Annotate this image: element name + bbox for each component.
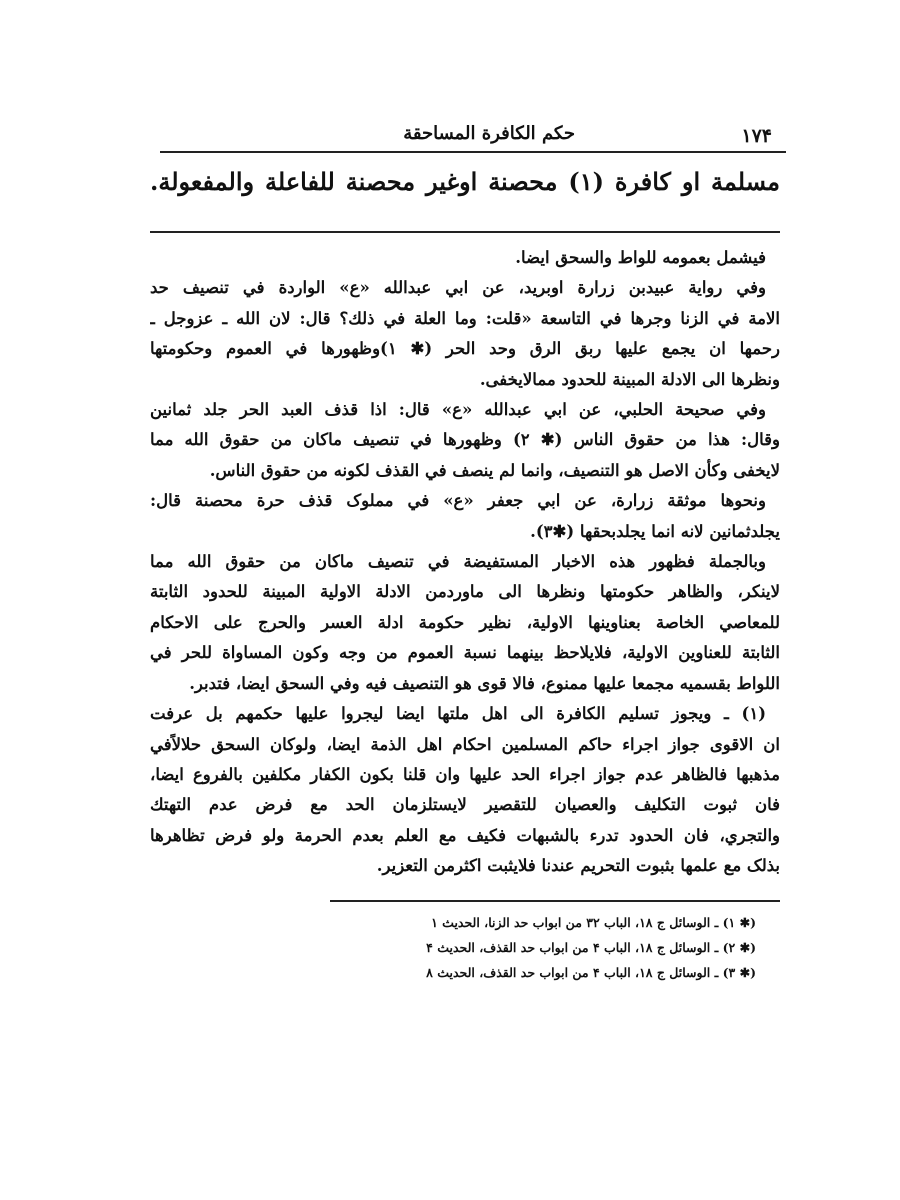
chapter-line: مسلمة او كافرة (١) محصنة اوغير محصنة للفاعلة والمفعولة. <box>150 167 780 196</box>
paragraph <box>150 273 780 395</box>
text-line: وقال: هذا من حقوق الناس (✱ ٢) وظهورها في تنصيف ماكان من حقوق الله مما <box>150 430 780 450</box>
text-line: يجلدثمانين لانه انما يجلدبحقها (✱٣). <box>530 521 780 541</box>
footnote: (✱ ١) ـ الوسائل ج ١٨، الباب ٣٢ من ابواب حد الزنا، الحديث ١ <box>431 914 756 930</box>
text-line: لاينكر، والظاهر حكومتها ونظرها الى ماوردمن الادلة الاولية المبينة للحدود الثابتة <box>150 582 780 602</box>
text-line: اللواط بقسميه مجمعا عليها ممنوع، فالا قوى هو التنصيف فيه وفي السحق ايضا، فتدبر. <box>189 673 780 693</box>
text-line: بذلک مع علمها بثبوت التحريم عندنا فلايثبت اكثرمن التعزير. <box>376 856 780 876</box>
text-line: وفي رواية عبيدبن زرارة اوبريد، عن ابي عبدالله «ع» الواردة في تنصيف حد <box>150 278 766 298</box>
paragraph <box>150 699 780 881</box>
paragraph <box>150 547 780 699</box>
text-line: فان ثبوت التكليف والعصيان للتقصير لايستلزمان الحد مع فرض عدم التهتك <box>150 795 780 815</box>
text-line: الثابتة للعناوين الاولية، فلايلاحظ بينهما نسبة العموم من وجه وكون المساواة للحر في <box>150 643 780 663</box>
text-line: مذهبها فالظاهر عدم جواز اجراء الحد عليها وان قلنا بكون الكفار مكلفين بالفروع ايضا، <box>150 764 780 784</box>
section-rule <box>150 231 780 233</box>
header-rule <box>160 151 786 153</box>
text-line: وفي صحيحة الحلبي، عن ابي عبدالله «ع» قال: اذا قذف العبد الحر جلد ثمانين <box>150 400 766 420</box>
footnote: (✱ ٣) ـ الوسائل ج ١٨، الباب ۴ من ابواب حد القذف، الحديث ٨ <box>426 964 756 980</box>
text-line: للمعاصي الخاصة بعناوينها الاولية، نظير حكومة ادلة العسر والحرج على الاحكام <box>150 612 780 632</box>
text-line: ونحوها موثقة زرارة، عن ابي جعفر «ع» في مملوک قذف حرة محصنة قال: <box>150 491 766 511</box>
text-line: وبالجملة فظهور هذه الاخبار المستفيضة في تنصيف ماكان من حقوق الله مما <box>150 552 766 572</box>
paragraph <box>150 486 780 547</box>
text-line: الامة في الزنا وجرها في التاسعة «قلت: وما العلة في ذلك؟ قال: لان الله ـ عزوجل ـ <box>150 308 780 328</box>
footnote: (✱ ٢) ـ الوسائل ج ١٨، الباب ۴ من ابواب حد القذف، الحديث ۴ <box>426 939 756 955</box>
text-line: ونظرها الى الادلة المبينة للحدود ممالايخفى. <box>479 369 780 389</box>
book-page <box>150 115 780 985</box>
running-header <box>150 115 780 151</box>
text-line: فيشمل بعمومه للواط والسحق ايضا. <box>515 248 766 267</box>
text-line: لايخفى وكأن الاصل هو التنصيف، وانما لم ينصف في القذف لكونه من حقوق الناس. <box>209 460 780 480</box>
page-number: ١٧۴ <box>741 125 772 147</box>
text-line: ان الاقوى جواز اجراء حاكم المسلمين احكام اهل الذمة ايضا، ولوكان السحق حلالاًفي <box>150 734 780 754</box>
paragraph <box>150 395 780 486</box>
running-title: حکم الکافرة المساحقة <box>403 123 575 144</box>
footnotes <box>150 910 756 985</box>
text-line: رحمها ان يجمع عليها ربق الرق وحد الحر (✱ ١)وظهورها في العموم وحكومتها <box>150 339 780 359</box>
paragraph <box>150 243 780 273</box>
main-text <box>150 243 780 882</box>
text-line: (١) ـ ويجوز تسليم الكافرة الى اهل ملتها ايضا ليجروا عليها حكمهم بل عرفت <box>150 704 766 724</box>
text-line: والتجري، فان الحدود تدرء بالشبهات فكيف مع العلم بعدم الحرمة ولو فرض تظاهرها <box>150 825 780 845</box>
footnote-rule <box>330 900 780 902</box>
